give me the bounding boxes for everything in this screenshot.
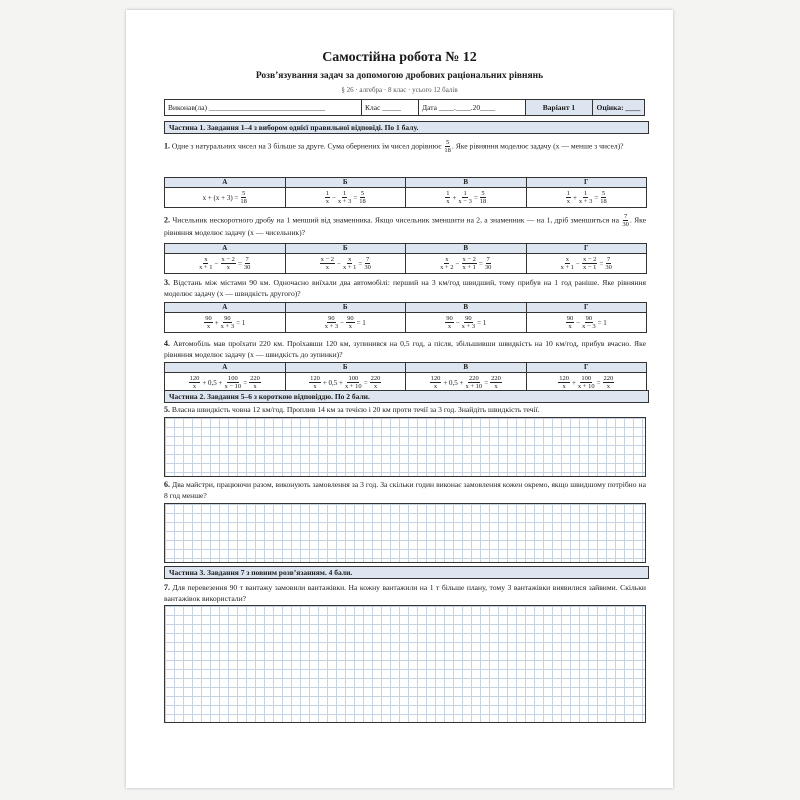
worksheet-page (126, 10, 673, 788)
option-letter: В (406, 178, 527, 188)
answer-option-c[interactable]: $\frac{120}{x}$ + 0,5 + $\frac{220}{x + 10}$ = $\frac{220}{x}$ (406, 373, 527, 393)
question-5 (164, 405, 646, 416)
option-letter: В (406, 363, 527, 373)
option-letter: Б (285, 303, 406, 313)
question-3 (164, 278, 646, 299)
answer-table-2 (164, 243, 647, 274)
answer-table-3 (164, 302, 647, 333)
option-letter: А (165, 363, 286, 373)
question-text: Власна швидкість човна 12 км/год. Проплив 14 км за течією і 20 км проти течії за 3 год. Знайдіть швидкість течії. (171, 405, 540, 414)
page-subtitle: Розв’язування задач за допомогою дробових раціональних рівнянь (255, 71, 544, 81)
part2-heading: Частина 2. Завдання 5–6 з короткою відповіддю. По 2 бали. (164, 390, 649, 403)
option-letter: А (165, 244, 286, 254)
answer-option-b[interactable]: $\frac{1}{x}$ − $\frac{1}{x + 3}$ = $\frac{5}{18}$ (285, 188, 406, 208)
answer-option-d[interactable]: $\frac{1}{x}$ + $\frac{1}{x + 3}$ = $\frac{5}{18}$ (526, 188, 647, 208)
class-field[interactable]: Клас _____ (362, 100, 419, 116)
question-text: Автомобіль мав проїхати 220 км. Проїхавши 120 км, зупинився на 0,5 год, а після, збільшивши швидкість на 10 км/год, прибув вчасно. Яке рівняння моделює задачу (x — швидкість до зупинки)? (164, 339, 646, 359)
option-letter: А (165, 303, 286, 313)
option-letter: Г (526, 178, 647, 188)
option-letter: А (165, 178, 286, 188)
question-7 (164, 583, 646, 604)
option-letter: В (406, 303, 527, 313)
page-meta: § 26 · алгебра · 8 клас · усього 12 балів (341, 86, 458, 94)
fraction: $\frac{7}{30}$ (622, 213, 629, 228)
question-1 (164, 139, 646, 154)
answer-grid-6[interactable] (164, 503, 646, 563)
question-number: 6. (164, 480, 170, 489)
grade-field: Оцінка: ____ (593, 100, 645, 116)
question-number: 1. (164, 141, 170, 151)
answer-option-c[interactable]: $\frac{90}{x}$ − $\frac{90}{x + 3}$ = 1 (406, 313, 527, 333)
answer-grid-7[interactable] (164, 605, 646, 723)
fraction: $\frac{5}{18}$ (444, 139, 451, 154)
answer-option-d[interactable]: $\frac{x}{x + 1}$ − $\frac{x - 2}{x - 1}$ = $\frac{7}{30}$ (526, 254, 647, 274)
option-letter: В (406, 244, 527, 254)
question-text: Для перевезення 90 т вантажу замовили вантажівки. На кожну вантажили на 1 т більше плану, тому 3 вантажівки виявилися зайвими. Скільки вантажівок використали? (164, 583, 646, 603)
answer-table-4 (164, 362, 647, 393)
answer-option-a[interactable]: $\frac{90}{x}$ + $\frac{90}{x + 3}$ = 1 (165, 313, 286, 333)
option-letter: Б (285, 244, 406, 254)
option-letter: Г (526, 363, 647, 373)
name-field[interactable]: Виконав(ла) _______________________________ (165, 100, 362, 116)
question-number: 2. (164, 215, 170, 225)
question-6 (164, 480, 646, 501)
answer-option-d[interactable]: $\frac{120}{x}$ + $\frac{100}{x + 10}$ = $\frac{220}{x}$ (526, 373, 647, 393)
variant-label: Варіант 1 (526, 100, 593, 116)
question-text: Відстань між містами 90 км. Одночасно виїхали два автомобілі: перший на 3 км/год швидший, тому прибув на 1 год раніше. Яке рівняння моделює задачу (x — швидкість другого)? (164, 278, 646, 298)
question-text: . Яке рівняння моделює задачу (x — чисельник)? (164, 215, 647, 237)
student-info-table (164, 99, 645, 116)
answer-option-b[interactable]: $\frac{90}{x + 3}$ − $\frac{90}{x}$ = 1 (285, 313, 406, 333)
option-letter: Б (285, 363, 406, 373)
option-letter: Б (285, 178, 406, 188)
part1-heading: Частина 1. Завдання 1–4 з вибором однієї правильної відповіді. По 1 балу. (164, 121, 649, 134)
question-number: 3. (164, 278, 170, 287)
option-letter: Г (526, 303, 647, 313)
answer-option-c[interactable]: $\frac{x}{x + 2}$ − $\frac{x - 2}{x + 1}$ = $\frac{7}{30}$ (406, 254, 527, 274)
part3-heading: Частина 3. Завдання 7 з повним розв’язанням. 4 бали. (164, 566, 649, 579)
question-2 (164, 213, 646, 239)
answer-option-a[interactable]: $\frac{x}{x + 1}$ − $\frac{x - 2}{x}$ = $\frac{7}{30}$ (165, 254, 286, 274)
answer-table-1 (164, 177, 647, 208)
page-title: Самостійна робота № 12 (322, 50, 477, 65)
question-4 (164, 339, 646, 360)
question-text: Два майстри, працюючи разом, виконують замовлення за 3 год. За скільки годин виконає замовлення кожен окремо, якщо швидшому потрібно на 8 год менше? (164, 480, 646, 500)
question-text: . Яке рівняння моделює задачу (x — менше з чисел)? (451, 141, 624, 151)
question-number: 4. (164, 339, 170, 348)
answer-option-b[interactable]: $\frac{120}{x}$ + 0,5 + $\frac{100}{x + 10}$ = $\frac{220}{x}$ (285, 373, 406, 393)
option-letter: Г (526, 244, 647, 254)
answer-option-a[interactable]: $\frac{120}{x}$ + 0,5 + $\frac{100}{x - 10}$ = $\frac{220}{x}$ (165, 373, 286, 393)
question-text: Одне з натуральних чисел на 3 більше за друге. Сума обернених їм чисел дорівнює (171, 141, 442, 151)
answer-option-d[interactable]: $\frac{90}{x}$ − $\frac{90}{x - 3}$ = 1 (526, 313, 647, 333)
answer-option-a[interactable]: x + (x + 3) = $\frac{5}{18}$ (165, 188, 286, 208)
question-number: 7. (164, 583, 170, 592)
question-number: 5. (164, 405, 170, 414)
answer-option-c[interactable]: $\frac{1}{x}$ + $\frac{1}{x - 3}$ = $\frac{5}{18}$ (406, 188, 527, 208)
answer-option-b[interactable]: $\frac{x - 2}{x}$ − $\frac{x}{x + 1}$ = $\frac{7}{30}$ (285, 254, 406, 274)
answer-grid-5[interactable] (164, 417, 646, 477)
date-field[interactable]: Дата ____.____.20____ (419, 100, 526, 116)
question-text: Чисельник нескоротного дробу на 1 менший від знаменника. Якщо чисельник зменшити на 2, а знаменник — на 1, дріб зменшиться на (172, 215, 619, 225)
